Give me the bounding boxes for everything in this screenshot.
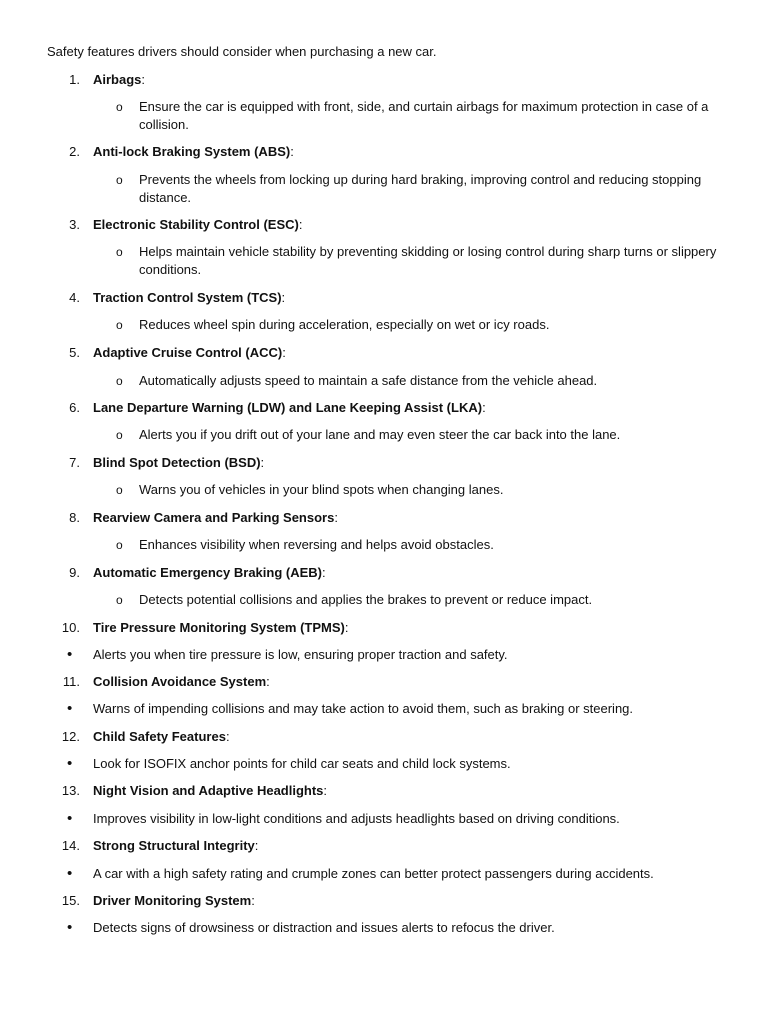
item-number: 11. bbox=[62, 674, 80, 689]
list-item-15-desc bbox=[0, 919, 768, 937]
list-item-1 bbox=[0, 71, 768, 89]
bullet-marker: • bbox=[67, 700, 73, 717]
list-item-12 bbox=[0, 728, 768, 746]
item-title: Tire Pressure Monitoring System (TPMS): bbox=[93, 620, 349, 635]
item-description: Alerts you if you drift out of your lane and may even steer the car back into the lane. bbox=[139, 427, 621, 442]
sub-bullet-marker: o bbox=[116, 538, 123, 552]
list-item-13-desc bbox=[0, 810, 768, 828]
bullet-marker: • bbox=[67, 646, 73, 663]
item-description: Warns of impending collisions and may take action to avoid them, such as braking or steering. bbox=[93, 701, 634, 716]
bullet-marker: • bbox=[67, 755, 73, 772]
item-number: 7. bbox=[69, 455, 80, 470]
item-description: Ensure the car is equipped with front, side, and curtain airbags for maximum protection in case of a collision. bbox=[139, 99, 709, 132]
sub-bullet-marker: o bbox=[116, 100, 123, 114]
list-item-14-desc bbox=[0, 865, 768, 883]
item-title: Blind Spot Detection (BSD): bbox=[93, 455, 265, 470]
list-item-6-desc bbox=[0, 426, 768, 444]
item-title: Traction Control System (TCS): bbox=[93, 290, 286, 305]
item-number: 1. bbox=[69, 72, 80, 87]
list-item-5-desc bbox=[0, 372, 768, 390]
item-number: 2. bbox=[69, 144, 80, 159]
item-number: 4. bbox=[69, 290, 80, 305]
list-item-7 bbox=[0, 454, 768, 472]
list-item-3-desc bbox=[0, 243, 768, 279]
list-item-14 bbox=[0, 837, 768, 855]
list-item-9-desc bbox=[0, 591, 768, 609]
list-item-9 bbox=[0, 564, 768, 582]
item-number: 15. bbox=[61, 893, 80, 908]
item-title: Strong Structural Integrity: bbox=[93, 838, 259, 853]
list-item-4-desc bbox=[0, 316, 768, 334]
item-title: Collision Avoidance System: bbox=[93, 674, 270, 689]
list-item-8-desc bbox=[0, 536, 768, 554]
sub-bullet-marker: o bbox=[116, 318, 123, 332]
list-item-1-desc bbox=[0, 98, 768, 134]
item-number: 14. bbox=[61, 838, 80, 853]
item-number: 6. bbox=[69, 400, 80, 415]
bullet-marker: • bbox=[67, 810, 73, 827]
sub-bullet-marker: o bbox=[116, 173, 123, 187]
item-description: Look for ISOFIX anchor points for child car seats and child lock systems. bbox=[93, 756, 511, 771]
bullet-marker: • bbox=[67, 865, 73, 882]
bullet-marker: • bbox=[67, 919, 73, 936]
item-description: Improves visibility in low-light conditions and adjusts headlights based on driving conditions. bbox=[93, 811, 620, 826]
list-item-4 bbox=[0, 289, 768, 307]
list-item-15 bbox=[0, 892, 768, 910]
intro-text: Safety features drivers should consider when purchasing a new car. bbox=[47, 44, 437, 59]
item-title: Rearview Camera and Parking Sensors: bbox=[93, 510, 338, 525]
list-item-13 bbox=[0, 782, 768, 800]
list-item-6 bbox=[0, 399, 768, 417]
item-number: 8. bbox=[69, 510, 80, 525]
list-item-5 bbox=[0, 344, 768, 362]
item-description: A car with a high safety rating and crumple zones can better protect passengers during accidents. bbox=[93, 866, 654, 881]
list-item-3 bbox=[0, 216, 768, 234]
item-description: Automatically adjusts speed to maintain a safe distance from the vehicle ahead. bbox=[139, 373, 598, 388]
list-item-11-desc bbox=[0, 700, 768, 718]
sub-bullet-marker: o bbox=[116, 428, 123, 442]
item-description: Detects signs of drowsiness or distraction and issues alerts to refocus the driver. bbox=[93, 920, 555, 935]
item-title: Anti-lock Braking System (ABS): bbox=[93, 144, 294, 159]
sub-bullet-marker: o bbox=[116, 483, 123, 497]
list-item-11 bbox=[0, 673, 768, 691]
item-number: 9. bbox=[69, 565, 80, 580]
item-title: Night Vision and Adaptive Headlights: bbox=[93, 783, 328, 798]
item-description: Warns you of vehicles in your blind spots when changing lanes. bbox=[139, 482, 504, 497]
item-title: Adaptive Cruise Control (ACC): bbox=[93, 345, 286, 360]
item-description: Detects potential collisions and applies the brakes to prevent or reduce impact. bbox=[139, 592, 593, 607]
list-item-2-desc bbox=[0, 171, 768, 207]
item-description: Alerts you when tire pressure is low, ensuring proper traction and safety. bbox=[93, 647, 508, 662]
item-description: Enhances visibility when reversing and helps avoid obstacles. bbox=[139, 537, 494, 552]
list-item-10 bbox=[0, 619, 768, 637]
item-description: Prevents the wheels from locking up during hard braking, improving control and reducing stopping distance. bbox=[139, 172, 702, 205]
item-title: Automatic Emergency Braking (AEB): bbox=[93, 565, 326, 580]
list-item-10-desc bbox=[0, 646, 768, 664]
item-title: Driver Monitoring System: bbox=[93, 893, 255, 908]
item-number: 5. bbox=[69, 345, 80, 360]
item-number: 12. bbox=[61, 729, 80, 744]
sub-bullet-marker: o bbox=[116, 593, 123, 607]
item-description: Reduces wheel spin during acceleration, especially on wet or icy roads. bbox=[139, 317, 550, 332]
item-title: Child Safety Features: bbox=[93, 729, 230, 744]
item-number: 13. bbox=[61, 783, 80, 798]
item-description: Helps maintain vehicle stability by preventing skidding or losing control during sharp turns or slippery conditions. bbox=[139, 244, 717, 277]
list-item-8 bbox=[0, 509, 768, 527]
item-title: Electronic Stability Control (ESC): bbox=[93, 217, 303, 232]
sub-bullet-marker: o bbox=[116, 245, 123, 259]
list-item-7-desc bbox=[0, 481, 768, 499]
item-title: Lane Departure Warning (LDW) and Lane Keeping Assist (LKA): bbox=[93, 400, 486, 415]
item-number: 10. bbox=[61, 620, 80, 635]
list-item-2 bbox=[0, 143, 768, 161]
item-number: 3. bbox=[69, 217, 80, 232]
item-title: Airbags: bbox=[93, 72, 146, 87]
list-item-12-desc bbox=[0, 755, 768, 773]
sub-bullet-marker: o bbox=[116, 374, 123, 388]
